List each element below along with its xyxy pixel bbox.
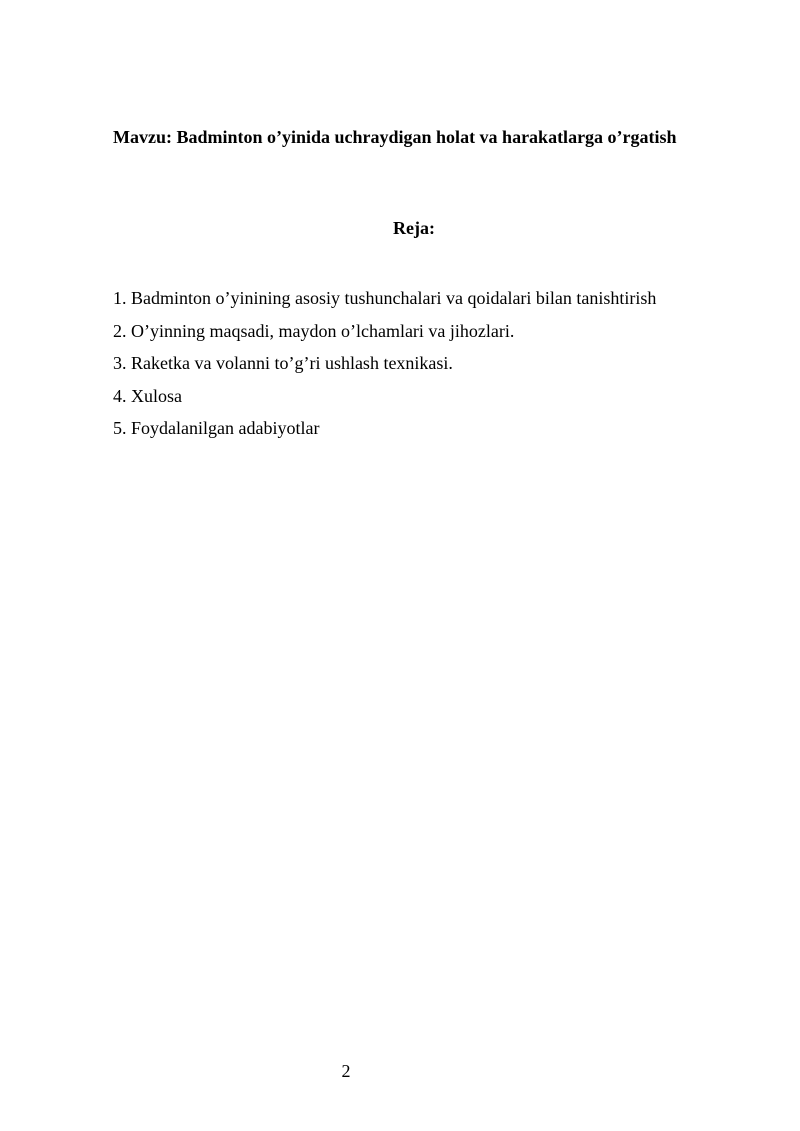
plan-list bbox=[113, 282, 733, 445]
plan-item: 5. Foydalanilgan adabiyotlar bbox=[113, 418, 320, 438]
plan-heading: Reja: bbox=[393, 218, 435, 238]
plan-item: 3. Raketka va volanni to’g’ri ushlash texnikasi. bbox=[113, 353, 453, 373]
plan-item: 4. Xulosa bbox=[113, 385, 182, 406]
page-number: 2 bbox=[341, 1061, 351, 1081]
plan-item: 2. O’yinning maqsadi, maydon o’lchamlari va jihozlari. bbox=[113, 320, 515, 341]
topic-title: Mavzu: Badminton o’yinida uchraydigan holat va harakatlarga o’rgatish bbox=[113, 127, 677, 147]
plan-item: 1. Badminton o’yinining asosiy tushunchalari va qoidalari bilan tanishtirish bbox=[113, 288, 657, 308]
